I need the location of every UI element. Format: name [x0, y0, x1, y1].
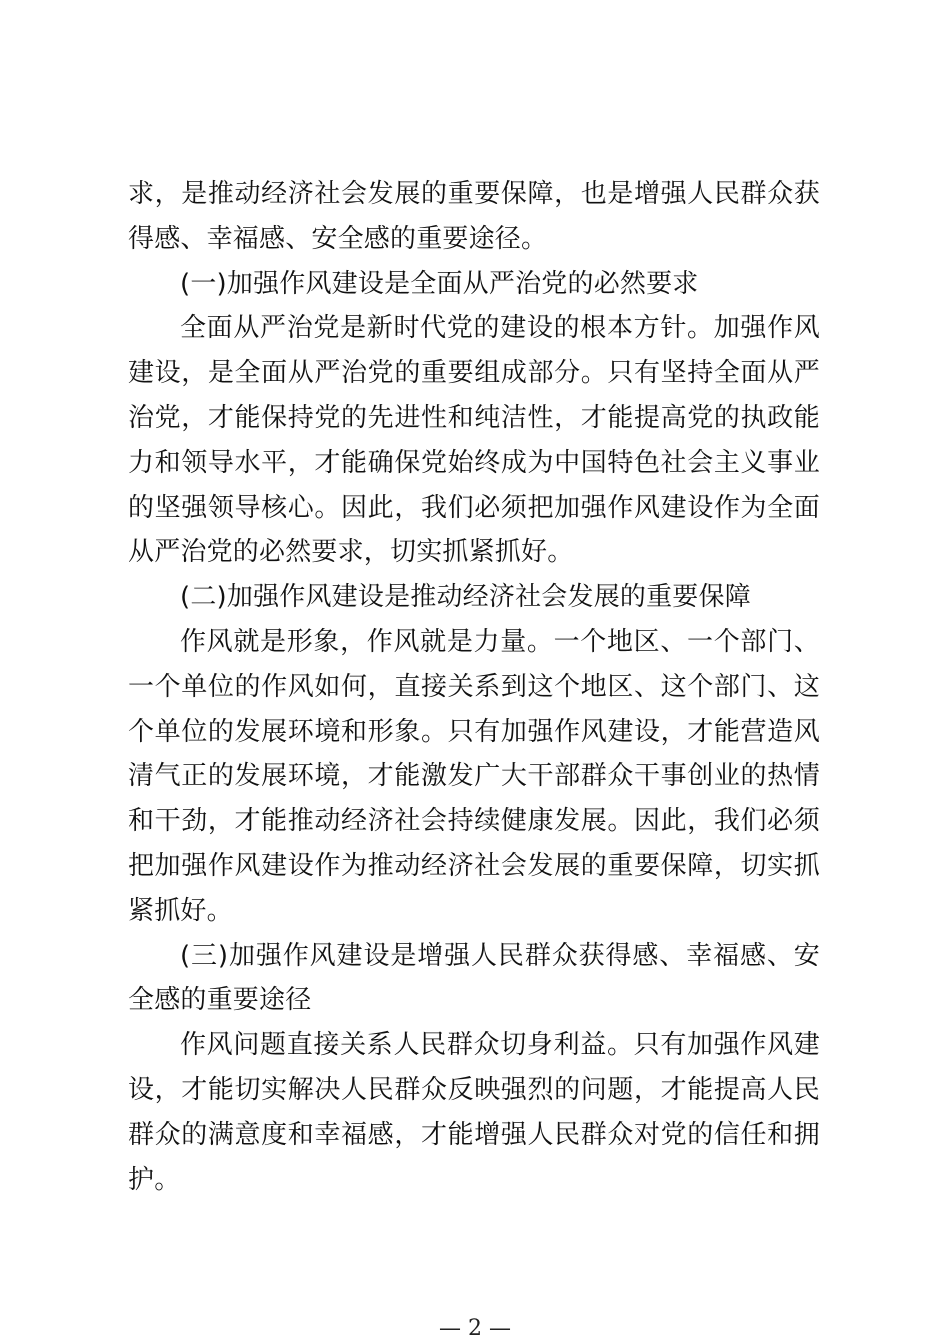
paragraph-section-3: 作风问题直接关系人民群众切身利益。只有加强作风建设，才能切实解决人民群众反映强烈的问题，才能提高人民群众的满意度和幸福感，才能增强人民群众对党的信任和拥护。 [128, 1030, 820, 1195]
paragraph-continuation: 求，是推动经济社会发展的重要保障，也是增强人民群众获得感、幸福感、安全感的重要途径。 [128, 179, 820, 254]
page-number: — 2 — [439, 1316, 511, 1341]
section-heading-1: (一)加强作风建设是全面从严治党的必然要求 [180, 268, 699, 299]
paragraph-section-1: 全面从严治党是新时代党的建设的根本方针。加强作风建设，是全面从严治党的重要组成部分。只有坚持全面从严治党，才能保持党的先进性和纯洁性，才能提高党的执政能力和领导水平，才能确保党始终成为中国特色社会主义事业的坚强领导核心。因此，我们必须把加强作风建设作为全面从严治党的必然要求，切实抓紧抓好。 [128, 313, 820, 568]
section-heading-2: (二)加强作风建设是推动经济社会发展的重要保障 [180, 582, 751, 613]
body-text [128, 172, 820, 1202]
paragraph-section-2: 作风就是形象，作风就是力量。一个地区、一个部门、一个单位的作风如何，直接关系到这个地区、这个部门、这个单位的发展环境和形象。只有加强作风建设，才能营造风清气正的发展环境，才能激发广大干部群众干事创业的热情和干劲，才能推动经济社会持续健康发展。因此，我们必须把加强作风建设作为推动经济社会发展的重要保障，切实抓紧抓好。 [128, 626, 820, 926]
section-heading-3: (三)加强作风建设是增强人民群众获得感、幸福感、安全感的重要途径 [128, 940, 820, 1016]
